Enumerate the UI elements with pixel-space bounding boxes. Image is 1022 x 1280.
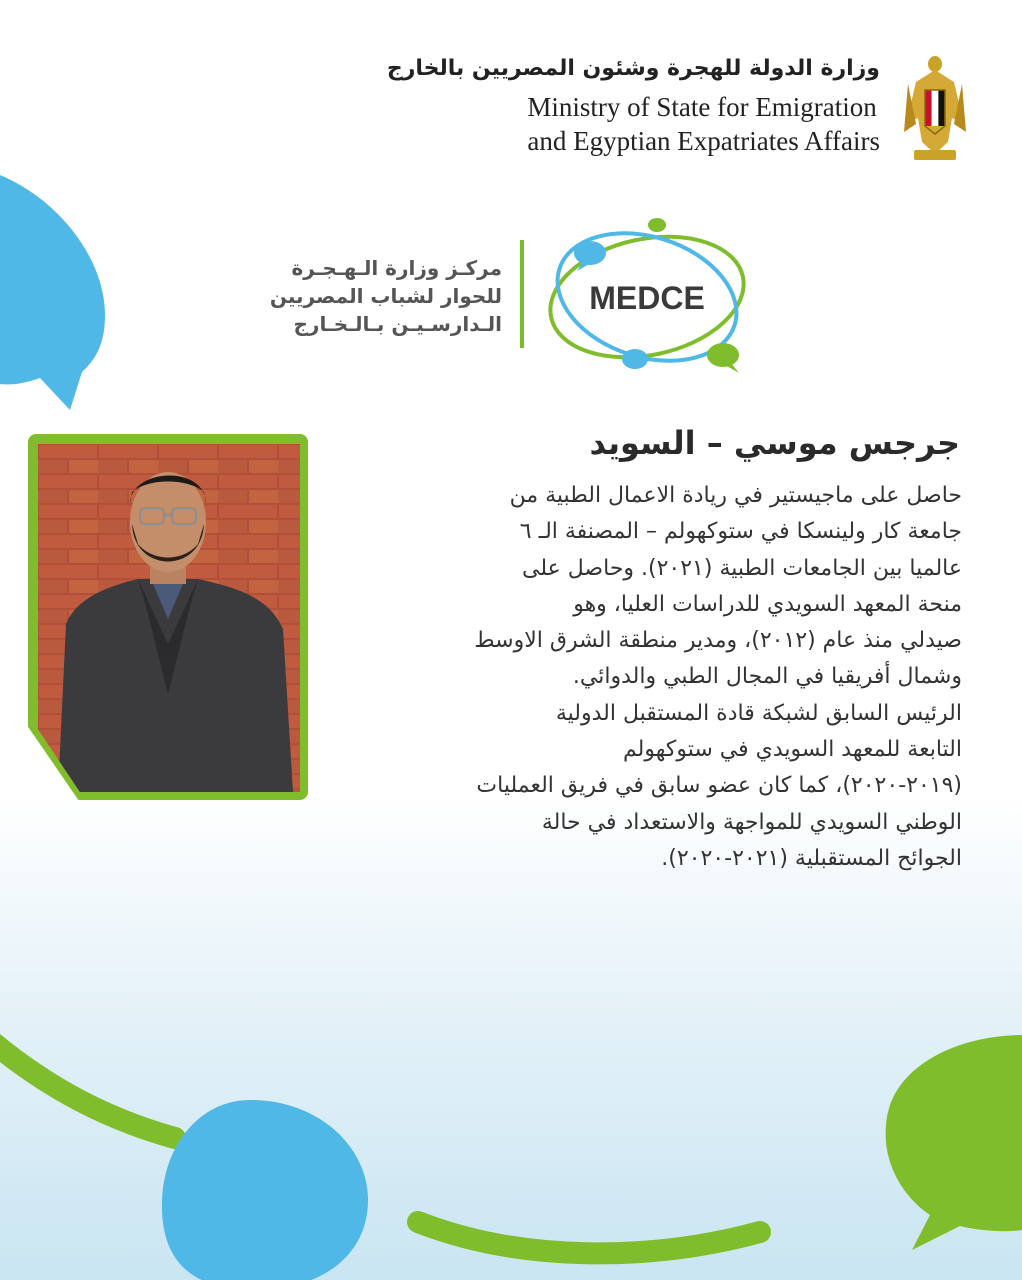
bio-line: حاصل على ماجيستير في ريادة الاعمال الطبية من bbox=[509, 483, 962, 508]
center-name-arabic bbox=[270, 254, 502, 338]
ministry-name-english bbox=[527, 90, 880, 158]
bio-line: الرئيس السابق لشبكة قادة المستقبل الدولية bbox=[555, 700, 962, 726]
bio-line: جامعة كار ولينسكا في ستوكهولم – المصنفة الـ ٦ bbox=[519, 519, 962, 545]
bio-line: الجوائح المستقبلية (٢٠٢١-٢٠٢٠). bbox=[661, 845, 962, 871]
bio-line: (٢٠١٩-٢٠٢٠)، كما كان عضو سابق في فريق العمليات bbox=[476, 773, 962, 799]
green-arc-bottom bbox=[418, 1222, 760, 1253]
ministry-name-english-line2: and Egyptian Expatriates Affairs bbox=[527, 126, 880, 156]
bio-line: التابعة للمعهد السويدي في ستوكهولم bbox=[623, 737, 962, 763]
medce-logo bbox=[545, 215, 750, 375]
center-name-line3: الـدارسـيـن بـالـخـارج bbox=[293, 312, 502, 336]
profile-photo bbox=[38, 444, 300, 792]
green-arc-bottom-left bbox=[0, 1040, 175, 1138]
logo-divider bbox=[520, 240, 524, 348]
bio-line: منحة المعهد السويدي للدراسات العليا، وهو bbox=[573, 591, 962, 617]
green-bubble-bottom-right bbox=[886, 1035, 1022, 1250]
bio-line: وشمال أفريقيا في المجال الطبي والدوائي. bbox=[572, 664, 962, 690]
blue-bubble-top-left bbox=[0, 175, 105, 410]
bio-line: صيدلي منذ عام (٢٠١٢)، ومدير منطقة الشرق الاوسط bbox=[474, 628, 962, 654]
center-name-line1: مركـز وزارة الـهـجـرة bbox=[291, 256, 502, 280]
person-bio bbox=[342, 478, 962, 877]
medce-logo-text: MEDCE bbox=[589, 280, 705, 316]
bio-line: الوطني السويدي للمواجهة والاستعداد في حالة bbox=[541, 809, 962, 835]
blue-bubble-bottom bbox=[162, 1100, 368, 1280]
center-name-line2: للحوار لشباب المصريين bbox=[269, 284, 502, 308]
bio-line: عالميا بين الجامعات الطبية (٢٠٢١). وحاصل على bbox=[522, 555, 962, 581]
ministry-name-arabic: وزارة الدولة للهجرة وشئون المصريين بالخارج bbox=[386, 56, 880, 81]
egypt-eagle-emblem-icon bbox=[904, 54, 966, 164]
ministry-name-english-line1: Ministry of State for Emigration bbox=[527, 92, 877, 122]
person-name: جرجس موسي – السويد bbox=[589, 424, 960, 462]
